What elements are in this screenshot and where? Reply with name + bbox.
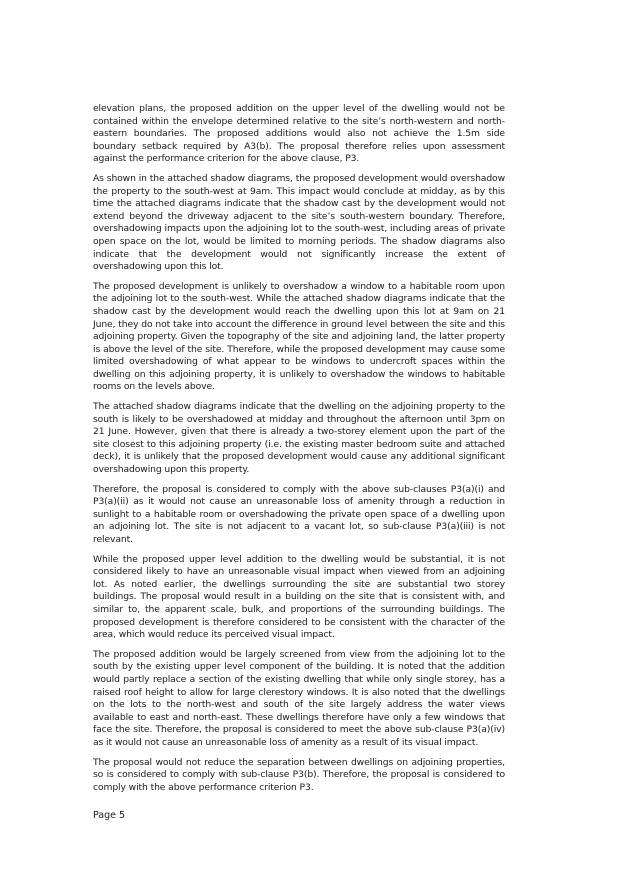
paragraph: elevation plans, the proposed addition on the upper level of the dwelling would not be contained within the envelope determined relative to the site’s north-western and north-eastern boundaries. The proposed additions would also not achieve the 1.5m side boundary setback required by A3(b). The proposal therefore relies upon assessment against the performance criterion for the above clause, P3. [93,103,505,165]
document-body [93,103,505,801]
paragraph: The proposed development is unlikely to overshadow a window to a habitable room upon the adjoining lot to the south-west. While the attached shadow diagrams indicate that the shadow cast by the development would reach the dwelling upon this lot at 9am on 21 June, they do not take into account the difference in ground level between the site and this adjoining property. Given the topography of the site and adjoining land, the latter property is above the level of the site. Therefore, while the proposed development may cause some limited overshadowing of what appear to be windows to undercroft spaces within the dwelling on this adjoining property, it is unlikely to overshadow the windows to habitable rooms on the levels above. [93,280,505,393]
paragraph: Therefore, the proposal is considered to comply with the above sub-clauses P3(a)(i) and P3(a)(ii) as it would not cause an unreasonable loss of amenity through a reduction in sunlight to a habitable room or overshadowing the private open space of a dwelling upon an adjoining lot. The site is not adjacent to a vacant lot, so sub-clause P3(a)(iii) is not relevant. [93,483,505,545]
paragraph: While the proposed upper level addition to the dwelling would be substantial, it is not considered likely to have an unreasonable visual impact when viewed from an adjoining lot. As noted earlier, the dwellings surrounding the site are substantial two storey buildings. The proposal would result in a building on the site that is consistent with, and similar to, the apparent scale, bulk, and proportions of the surrounding buildings. The proposed development is therefore considered to be consistent with the character of the area, which would reduce its perceived visual impact. [93,553,505,641]
page-number: Page 5 [93,810,126,821]
paragraph: The attached shadow diagrams indicate that the dwelling on the adjoining property to the south is likely to be overshadowed at midday and throughout the afternoon until 3pm on 21 June. However, given that there is already a two-storey element upon the part of the site closest to this adjoining property (i.e. the existing master bedroom suite and attached deck), it is unlikely that the proposed development would cause any additional significant overshadowing upon this property. [93,401,505,476]
paragraph: As shown in the attached shadow diagrams, the proposed development would overshadow the property to the south-west at 9am. This impact would conclude at midday, as by this time the attached diagrams indicate that the shadow cast by the development would not extend beyond the driveway adjacent to the site’s south-western boundary. Therefore, overshadowing impacts upon the adjoining lot to the south-west, including areas of private open space on the lot, would be limited to morning periods. The shadow diagrams also indicate that the development would not significantly increase the extent of overshadowing upon this lot. [93,172,505,273]
paragraph: The proposal would not reduce the separation between dwellings on adjoining properties, so is considered to comply with sub-clause P3(b). Therefore, the proposal is considered to comply with the above performance criterion P3. [93,756,505,793]
paragraph: The proposed addition would be largely screened from view from the adjoining lot to the south by the existing upper level component of the building. It is noted that the addition would partly replace a section of the existing dwelling that while only single storey, has a raised roof height to allow for large clerestory windows. It is also noted that the dwellings on the lots to the north-west and south of the site largely address the water views available to east and north-east. These dwellings therefore have only a few windows that face the site. Therefore, the proposal is considered to meet the above sub-clause P3(a)(iv) as it would not cause an unreasonable loss of amenity as a result of its visual impact. [93,648,505,748]
